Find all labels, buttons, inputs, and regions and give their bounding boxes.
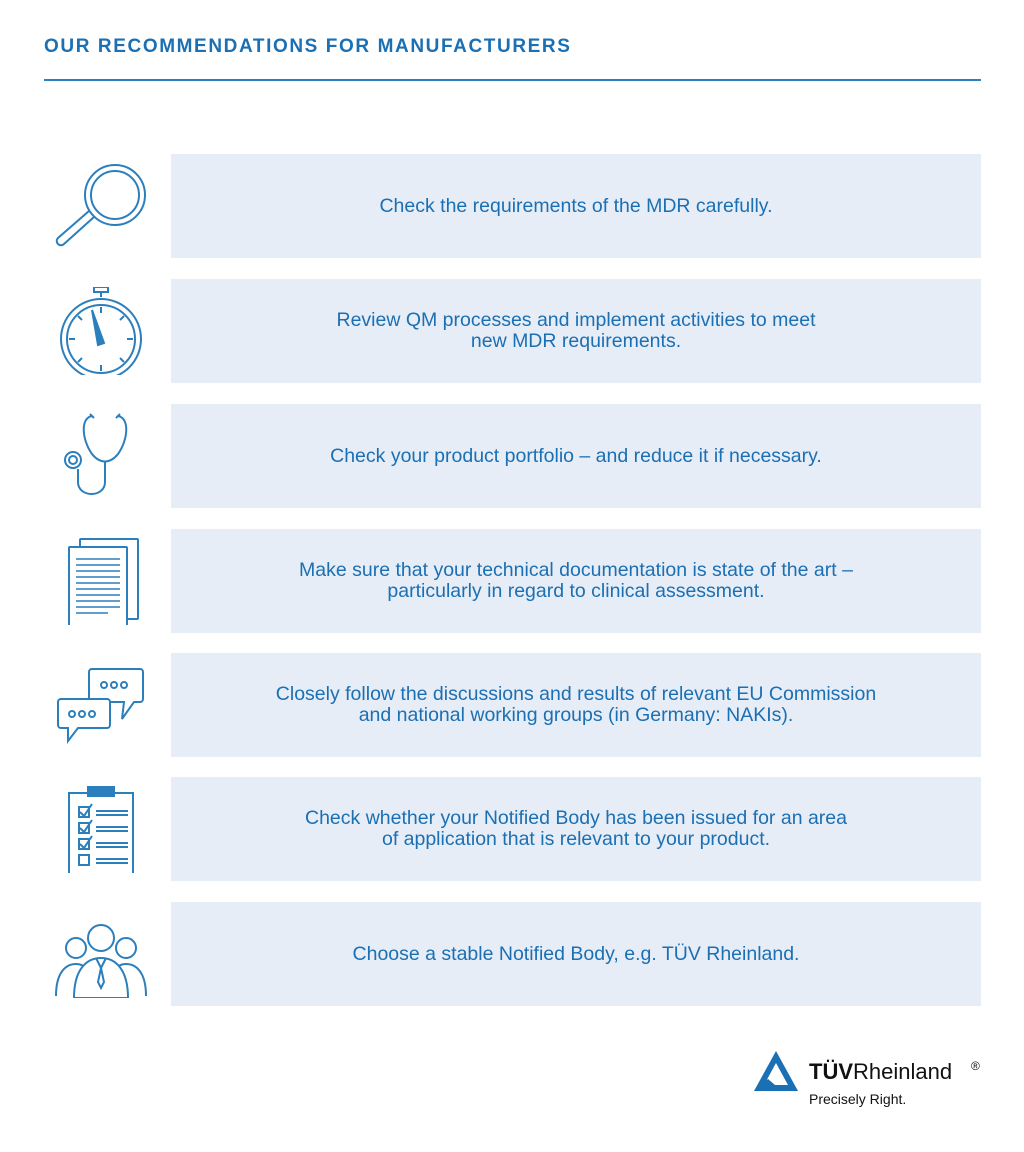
recommendation-item: [0, 653, 1024, 757]
recommendation-text: Check your product portfolio – and reduce it if necessary.: [330, 444, 822, 467]
recommendation-text: Choose a stable Notified Body, e.g. TÜV Rheinland.: [352, 942, 800, 965]
recommendation-item: [0, 529, 1024, 633]
group-icon: [52, 910, 148, 998]
title-divider: [44, 79, 981, 81]
recommendation-item: [0, 279, 1024, 383]
magnifier-icon: [52, 162, 148, 250]
documents-icon: [52, 537, 148, 625]
registered-mark: ®: [971, 1059, 980, 1073]
recommendation-text: Review QM processes and implement activities to meet new MDR requirements.: [336, 309, 816, 352]
recommendation-box: [171, 902, 981, 1006]
recommendation-text: Closely follow the discussions and results of relevant EU Commission and national working groups (in Germany: NAKIs).: [275, 683, 877, 726]
recommendation-box: [171, 279, 981, 383]
recommendation-item: [0, 902, 1024, 1006]
recommendation-item: [0, 154, 1024, 258]
recommendation-box: [171, 154, 981, 258]
checklist-icon: [52, 785, 148, 873]
page-title: OUR RECOMMENDATIONS FOR MANUFACTURERS: [44, 36, 572, 57]
recommendation-item: [0, 404, 1024, 508]
chat-bubbles-icon: [52, 661, 148, 749]
recommendation-box: [171, 529, 981, 633]
brand-name: TÜVRheinland: [809, 1059, 953, 1084]
recommendation-box: [171, 653, 981, 757]
tuv-rheinland-logo: [752, 1045, 992, 1115]
recommendation-box: [171, 404, 981, 508]
stethoscope-icon: [52, 412, 148, 500]
recommendation-text: Check whether your Notified Body has been issued for an area of application that is relevant to your product.: [305, 807, 847, 850]
stopwatch-icon: [52, 287, 148, 375]
recommendation-box: [171, 777, 981, 881]
brand-tagline: Precisely Right.: [809, 1091, 907, 1107]
recommendation-item: [0, 777, 1024, 881]
recommendation-text: Make sure that your technical documentation is state of the art – particularly in regard to clinical assessment.: [299, 559, 853, 602]
recommendation-text: Check the requirements of the MDR carefully.: [379, 194, 773, 217]
triangle-logo-icon: [752, 1049, 800, 1093]
